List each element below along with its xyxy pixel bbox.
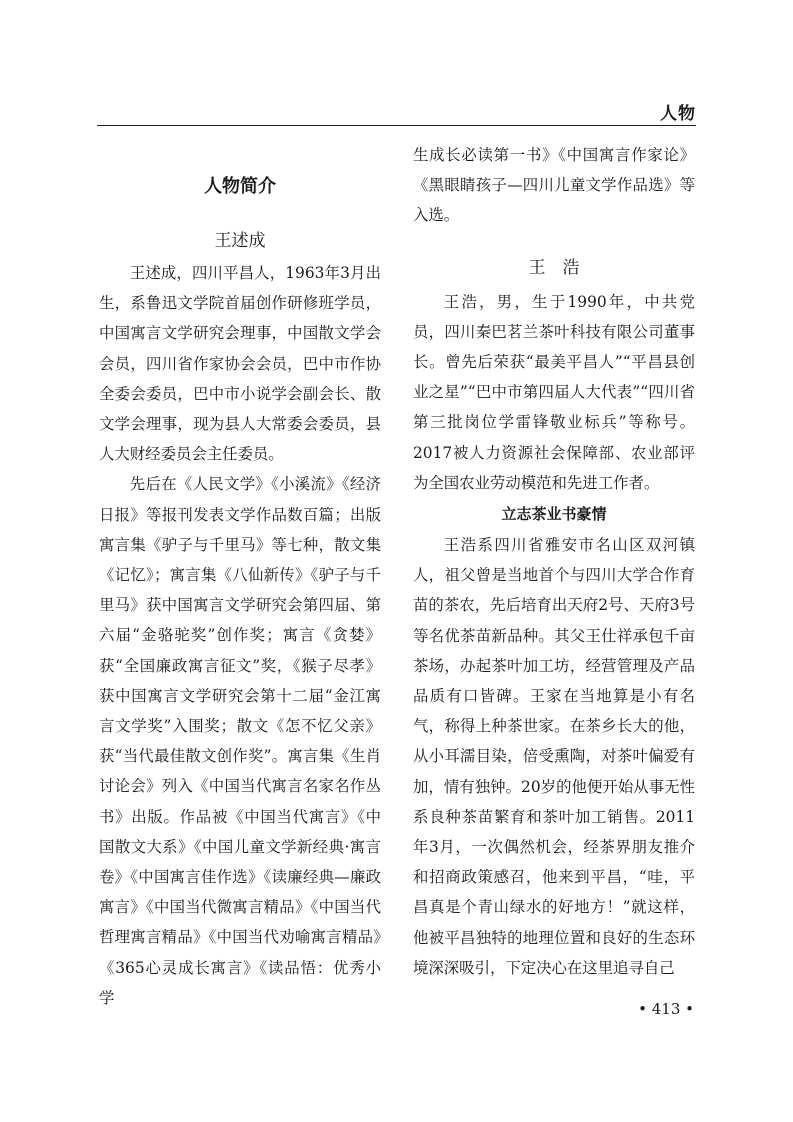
header-rule [97, 125, 696, 126]
biography-paragraph: 王述成，四川平昌人，1963年3月出生，系鲁迅文学院首届创作研修班学员，中国寓言文学研究会理事，中国散文学会会员，四川省作家协会会员，巴中市作协全委会委员，巴中市小说学会副会长、散文学会理事，现为县人大常委会委员，县人大财经委员会主任委员。 [99, 264, 381, 464]
section-title: 人物简介 [204, 176, 276, 197]
story-subheading: 立志茶业书豪情 [501, 505, 607, 524]
person-name-wang-hao: 王浩 [528, 257, 597, 278]
running-header: 人物 [660, 104, 696, 124]
person-name-wang-shucheng: 王述成 [214, 231, 266, 251]
biography-paragraph: 王浩，男，生于1990年，中共党员，四川秦巴茗兰茶叶科技有限公司董事长。曾先后荣获“最美平昌人”“平昌县创业之星”“巴中市第四届人大代表”“四川省第三批岗位学雷锋敬业标兵”等称号。2017被人力资源社会保障部、农业部评为全国农业劳动模范和先进工作者。 [413, 292, 695, 492]
story-paragraph: 王浩系四川省雅安市名山区双河镇人，祖父曾是当地首个与四川大学合作育苗的茶农，先后培育出天府2号、天府3号等名优茶苗新品种。其父王仕祥承包千亩茶场，办起茶叶加工坊，经营管理及产品品质有口皆碑。王家在当地算是小有名气，称得上种茶世家。在茶乡长大的他，从小耳濡目染，倍受熏陶，对茶叶偏爱有加，情有独钟。20岁的他便开始从事无性系良种茶苗繁育和茶叶加工销售。2011年3月，一次偶然机会，经茶界朋友推介和招商政策感召，他来到平昌，“哇，平昌真是个青山绿水的好地方！”就这样，他被平昌独特的地理位置和良好的生态环境深深吸引，下定决心在这里追寻自己 [413, 536, 695, 977]
biography-paragraph: 先后在《人民文学》《小溪流》《经济日报》等报刊发表文学作品数百篇；出版寓言集《驴子与千里马》等七种，散文集《记忆》；寓言集《八仙新传》《驴子与千里马》获中国寓言文学研究会第四届、第六届“金骆驼奖”创作奖；寓言《贪婪》获“全国廉政寓言征文”奖，《猴子尽孝》获中国寓言文学研究会第十二届“金江寓言文学奖”入围奖；散文《怎不忆父亲》获“当代最佳散文创作奖”。寓言集《生肖讨论会》列入《中国当代寓言名家名作丛书》出版。作品被《中国当代寓言》《中国散文大系》《中国儿童文学新经典·寓言卷》《中国寓言佳作选》《读廉经典—廉政寓言》《中国当代微寓言精品》《中国当代哲理寓言精品》《中国当代劝喻寓言精品》《365心灵成长寓言》《读品悟：优秀小学 [99, 475, 381, 1007]
continued-paragraph: 生成长必读第一书》《中国寓言作家论》《黑眼睛孩子—四川儿童文学作品选》等入选。 [413, 146, 695, 225]
page-number: • 413 • [638, 1000, 694, 1018]
right-column [413, 140, 695, 983]
left-column [99, 140, 381, 1013]
